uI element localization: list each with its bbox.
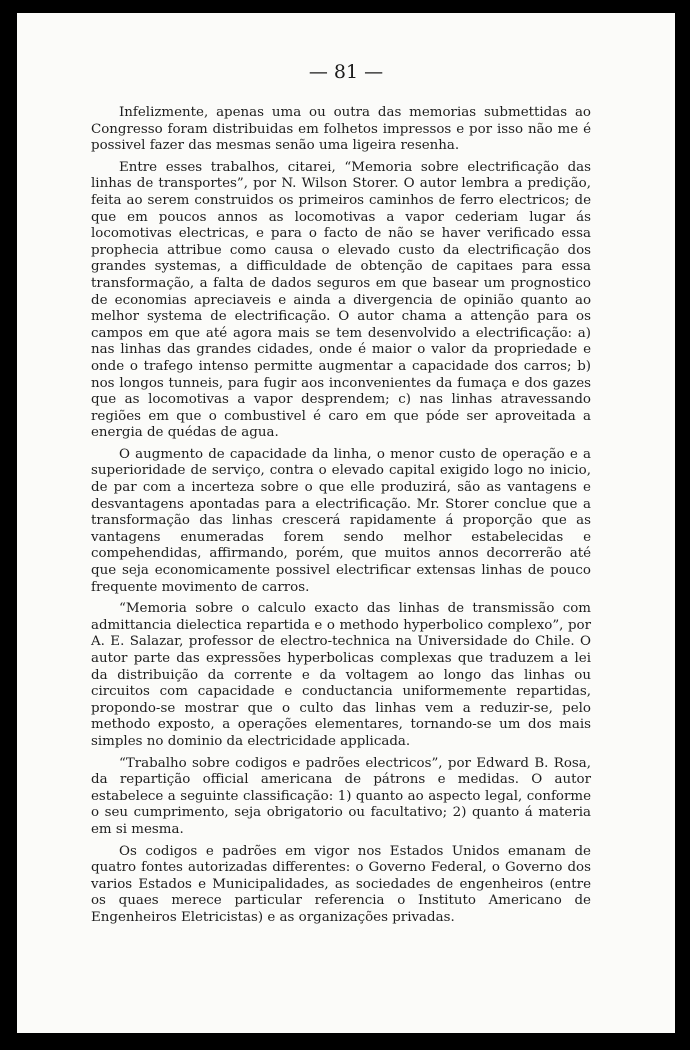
paragraph-storer-memoir: Entre esses trabalhos, citarei, “Memoria sobre electrificação das linhas de transportes”, por N. Wilson Storer. O autor lembra a predição, feita ao serem construidos os primeiros caminhos de ferro electricos; de que em poucos annos as locomotivas a vapor cederiam lugar ás locomotivas electricas, e para o facto de não se haver verificado essa prophecia attribue como causa o elevado custo da electrificação dos grandes systemas, a difficuldade de obtenção de capitaes para essa transformação, a falta de dados seguros em que basear um prognostico de economias apreciaveis e ainda a divergencia de opinião quanto ao melhor systema de electrificação. O autor chama a attenção para os campos em que até agora mais se tem desenvolvido a electrificação: a) nas linhas das grandes cidades, onde é maior o valor da propriedade e onde o trafego intenso permitte augmentar a capacidade dos carros; b) nos longos tunneis, para fugir aos inconvenientes da fumaça e dos gazes que as locomotivas a vapor desprendem; c) nas linhas atravessando regiões em que o combustivel é caro em que póde ser aproveitada a energia de quédas de agua. (91, 159, 591, 441)
book-page (17, 13, 675, 1033)
paragraph-salazar-memoir: “Memoria sobre o calculo exacto das linhas de transmissão com admittancia dielectica repartida e o methodo hyperbolico complexo”, por A. E. Salazar, professor de electro-technica na Universidade do Chile. O autor parte das expressões hyperbolicas complexas que traduzem a lei da distribuição da corrente e da voltagem ao longo das linhas ou circuitos com capacidade e conductancia uniformemente repartidas, propondo-se mostrar que o culto das linhas vem a reduzir-se, pelo methodo exposto, a operações elementares, tornando-se um dos mais simples no dominio da electricidade applicada. (91, 601, 591, 749)
paragraph-us-code-sources: Os codigos e padrões em vigor nos Estados Unidos emanam de quatro fontes autorizadas differentes: o Governo Federal, o Governo dos varios Estados e Municipalidades, as sociedades de engenheiros (entre os quaes merece particular referencia o Instituto Americano de Engenheiros Eletricistas) e as organizações privadas. (91, 843, 591, 925)
body-text (91, 105, 591, 932)
paragraph-storer-conclusion: O augmento de capacidade da linha, o menor custo de operação e a superioridade de serviço, contra o elevado capital exigido logo no inicio, de par com a incerteza sobre o que elle produzirá, são as vantagens e desvantagens apontadas para a electrificação. Mr. Storer conclue que a transformação das linhas crescerá rapidamente á proporção que as vantagens enumeradas forem sendo melhor estabelecidas e compehendidas, affirmando, porém, que muitos annos decorrerão até que seja economicamente possivel electrificar extensas linhas de pouco frequente movimento de carros. (91, 446, 591, 595)
paragraph-intro: Infelizmente, apenas uma ou outra das memorias submettidas ao Congresso foram distribuidas em folhetos impressos e por isso não me é possivel fazer das mesmas senão uma ligeira resenha. (91, 105, 591, 154)
paragraph-rosa-codes: “Trabalho sobre codigos e padrões electricos”, por Edward B. Rosa, da repartição official americana de pátrons e medidas. O autor estabelece a seguinte classificação: 1) quanto ao aspecto legal, conforme o seu cumprimento, seja obrigatorio ou facultativo; 2) quanto á materia em si mesma. (91, 755, 591, 837)
page-number: — 81 — (308, 61, 384, 83)
